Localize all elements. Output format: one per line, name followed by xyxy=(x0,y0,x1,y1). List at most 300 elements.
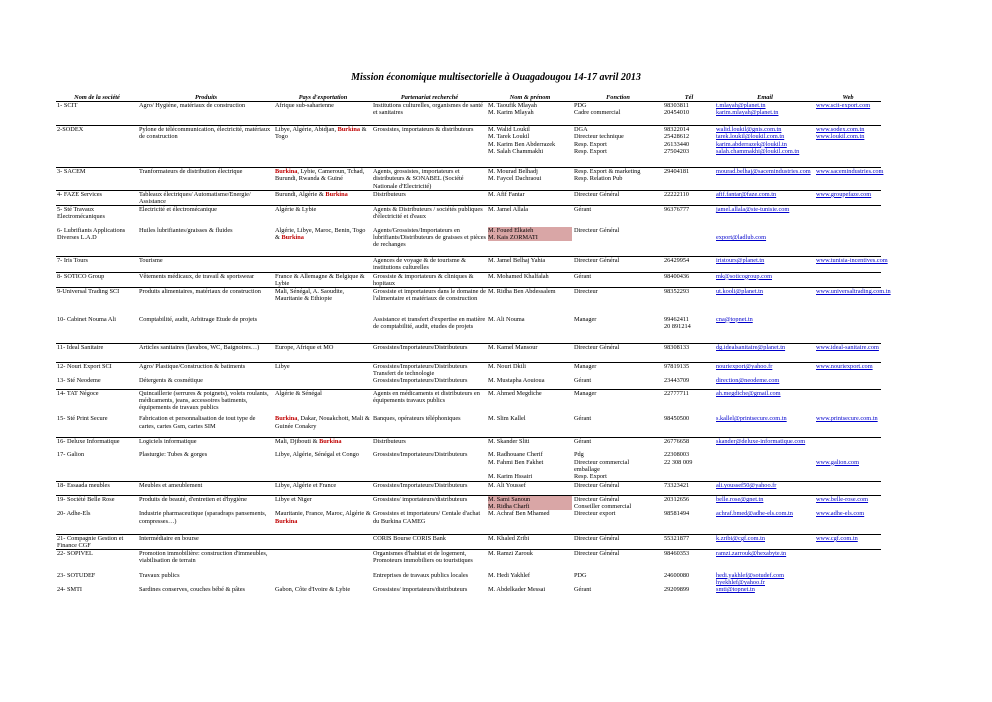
countries-cell: Gabon, Côte d'Ivoire & Lybie xyxy=(275,586,351,594)
email-link[interactable]: tarek.loukil@loukil.com.tn xyxy=(716,133,785,141)
partner-cell: Grossistes/ importateurs/distributeurs xyxy=(373,586,468,594)
email[interactable] xyxy=(716,126,814,133)
web-cell xyxy=(815,190,881,205)
company-cell: 15- Sté Print Secure xyxy=(57,415,108,423)
email-cell xyxy=(715,126,815,168)
contact-name: M. Karim Mlayah xyxy=(488,109,534,117)
products-cell: Produits alimentaires, matériaux de construction xyxy=(138,288,274,316)
function-cell xyxy=(573,389,663,415)
phone-number: 22308003 xyxy=(664,451,690,459)
function-cell xyxy=(573,102,663,126)
company-cell: 1- SCIT xyxy=(56,102,138,126)
countries-cell: Mauritanie, France, Maroc, Algérie & Burkina xyxy=(275,510,371,525)
countries-cell xyxy=(274,316,372,344)
table-row xyxy=(56,190,881,205)
email-link[interactable]: hyekhlef@yahoo.fr xyxy=(716,578,765,586)
email-link[interactable]: t.mlayah@planet.tn xyxy=(716,102,766,110)
tel-cell xyxy=(663,206,715,227)
partner-cell: Institutions culturelles, organismes de santé et sanitaires xyxy=(372,102,487,126)
phone-number: 98460353 xyxy=(664,550,690,558)
email-link[interactable]: export@ladlub.com xyxy=(716,233,767,241)
phone-number: 98581494 xyxy=(664,510,690,518)
contact-function: Directeur Général xyxy=(574,534,620,542)
name-cell xyxy=(487,316,573,344)
web-cell xyxy=(815,316,881,344)
web-cell xyxy=(815,363,881,378)
email-link[interactable]: salah.chammakhi@loukil.com.tn xyxy=(716,147,800,155)
tel-cell xyxy=(663,510,715,534)
name-cell xyxy=(487,363,573,378)
email-link[interactable]: skander@deluxe-informatique.com xyxy=(716,437,806,445)
email[interactable] xyxy=(716,390,814,397)
email[interactable] xyxy=(716,102,814,109)
table-row xyxy=(56,481,881,495)
email[interactable] xyxy=(716,273,814,280)
phone-number: 98400436 xyxy=(664,272,690,280)
email-cell xyxy=(715,344,815,363)
function-cell xyxy=(573,257,663,272)
countries-cell: Algérie, Libye, Maroc, Benin, Togo & Burkina xyxy=(275,226,366,241)
company-cell: 23- SOTUDEF xyxy=(57,571,96,579)
contact-function: Resp. Export xyxy=(574,140,607,148)
phone-number: 22222110 xyxy=(664,190,689,198)
email-cell xyxy=(715,510,815,534)
function-cell xyxy=(573,534,663,549)
table-row xyxy=(56,510,881,534)
partner-cell: Entreprises de travaux publics locales xyxy=(373,571,469,579)
products-cell: Fabrication et personnalisation de tout type de cartes, cartes Gsm, cartes SIM xyxy=(139,415,256,430)
web-cell xyxy=(815,495,881,510)
email-link[interactable]: achraf.bmed@adhe-els.com.tn xyxy=(716,510,793,518)
function-cell xyxy=(573,363,663,378)
company-cell: 12- Nouri Export SCI xyxy=(56,363,138,378)
name-cell xyxy=(487,415,573,437)
products-cell: Tableaux électriques/ Automatisme/Energie/ Assistance xyxy=(138,190,274,205)
table-row xyxy=(56,550,881,572)
countries-cell: Afrique sub-saharienne xyxy=(274,102,372,126)
website-link[interactable]: www.loukil.com.tn xyxy=(816,133,865,141)
email-link[interactable]: mk@soticogroup.com xyxy=(716,272,772,280)
partner-cell: Grossistes/Importateurs/Distributeurs xyxy=(372,481,487,495)
email-cell xyxy=(715,227,815,257)
partner-cell: Distributeurs xyxy=(372,190,487,205)
contact-name: M. Afif Fantar xyxy=(488,190,525,198)
name-cell xyxy=(487,451,573,481)
products-cell: Articles sanitaires (lavabos, WC, Baignoires…) xyxy=(138,344,274,363)
phone-number: 26429954 xyxy=(664,257,690,265)
contact-function: Resp. Export xyxy=(574,147,607,155)
email-cell xyxy=(715,288,815,316)
email[interactable] xyxy=(716,579,814,586)
contact-function: Manager xyxy=(574,363,597,371)
products-cell: Electricité et électromécanique xyxy=(138,206,274,227)
email[interactable] xyxy=(716,141,814,148)
name-cell xyxy=(487,344,573,363)
email[interactable] xyxy=(716,415,814,422)
contact-name: M. Slim Kallel xyxy=(488,415,526,423)
name-cell xyxy=(487,377,573,389)
exhibitors-table xyxy=(56,94,891,606)
products-cell: Industrie pharmaceutique (sparadraps pansements, compresses…) xyxy=(139,510,267,525)
products-cell: Comptabilité, audit, Arbitrage Etude de projets xyxy=(139,315,258,323)
phone-number: 26776658 xyxy=(664,437,690,445)
table-row xyxy=(56,572,881,586)
company-cell: 18- Essaada meubles xyxy=(56,481,138,495)
email[interactable] xyxy=(716,510,814,517)
email-link[interactable]: iristours@planet.tn xyxy=(716,257,765,265)
contact-name: M. Mohamed Khalfalah xyxy=(488,272,549,280)
contact-function: Resp. Export & marketing xyxy=(574,168,641,176)
table-row xyxy=(56,206,881,227)
page-title: Mission économique multisectorielle à Ouagadougou 14-17 avril 2013 xyxy=(351,72,641,83)
contact-name: M. Hedi Yakhlef xyxy=(488,571,530,579)
company-cell: 19- Société Belle Rose xyxy=(56,495,138,510)
tel-cell xyxy=(663,126,715,168)
web-cell xyxy=(815,126,881,168)
tel-cell xyxy=(663,495,715,510)
website-link[interactable]: www.galion.com xyxy=(816,458,859,466)
email-link[interactable]: s.kallel@printsecure.com.tn xyxy=(716,415,787,423)
website-link[interactable]: www.groupefaze.com xyxy=(816,190,872,198)
highlight-country: Burkina xyxy=(337,126,361,134)
tel-cell xyxy=(663,288,715,316)
contact-function: Pdg xyxy=(574,451,584,459)
company-cell: 17- Galion xyxy=(57,451,85,459)
function-cell xyxy=(573,451,663,481)
tel-cell xyxy=(663,363,715,378)
email[interactable] xyxy=(716,535,814,542)
website[interactable] xyxy=(816,133,880,140)
contact-name: M. Abdelkader Messai xyxy=(488,586,546,594)
email[interactable] xyxy=(716,109,814,116)
email xyxy=(716,227,814,234)
name-cell xyxy=(487,481,573,495)
website[interactable] xyxy=(816,257,888,265)
countries-cell xyxy=(274,377,372,389)
contact-function: PDG xyxy=(574,102,587,110)
company-cell: 7- Iris Tours xyxy=(56,257,138,272)
name-cell xyxy=(487,288,573,316)
function-cell xyxy=(573,481,663,495)
name-cell xyxy=(487,206,573,227)
table-row xyxy=(56,534,881,549)
function-cell xyxy=(573,190,663,205)
email[interactable] xyxy=(716,438,814,445)
header-tel: Tél xyxy=(663,94,715,102)
countries-cell: France & Allemagne & Belgique & Lybie xyxy=(274,272,372,287)
email[interactable] xyxy=(716,133,814,140)
email[interactable] xyxy=(716,168,814,175)
products-cell: Sardines conserves, couches bébé & pâtes xyxy=(139,586,245,594)
contact-function: Directeur commercial xyxy=(574,458,630,466)
company-cell: 4- FAZE Services xyxy=(56,190,138,205)
company-cell: 6- Lubrifiants Applications Diverses L.A.D xyxy=(57,226,126,241)
website[interactable] xyxy=(816,415,880,422)
email[interactable] xyxy=(716,148,814,155)
contact-function: Conseiller commercial xyxy=(574,503,632,511)
website-link[interactable]: www.cgf.com.tn xyxy=(816,534,858,542)
partner-cell: Assistance et transfert d'expertise en matière de comptabilité, audit, etudes de projets xyxy=(373,315,486,330)
email-cell xyxy=(715,168,815,191)
header-web: Web xyxy=(815,94,881,102)
tel-cell xyxy=(663,102,715,126)
table-row xyxy=(56,586,881,606)
phone-number: 22 308 009 xyxy=(664,458,693,466)
email-cell xyxy=(715,377,815,389)
web-cell xyxy=(815,344,881,363)
contact-name: M. Radhouane Cherif xyxy=(488,451,543,459)
email[interactable] xyxy=(716,550,814,557)
email-cell xyxy=(715,550,815,572)
website-link[interactable]: www.nouriexport.com xyxy=(816,363,873,371)
contact-function: Directeur Général xyxy=(574,344,620,352)
table-row xyxy=(56,389,881,415)
email-link[interactable]: smti@topnet.tn xyxy=(716,586,755,594)
table-row xyxy=(56,415,881,437)
tel-cell xyxy=(663,190,715,205)
email-link[interactable]: belle.rose@gnet.tn xyxy=(716,495,764,503)
email-link[interactable]: karim.mlayah@planet.tn xyxy=(716,109,779,117)
header-function: Fonction xyxy=(573,94,663,102)
partner-cell: Grossistes/Importateurs/Distributeurs Transfert de technologie xyxy=(372,363,487,378)
phone-number: 24600080 xyxy=(664,571,690,579)
contact-function: Resp. Export xyxy=(574,473,607,481)
company-cell: 10- Cabinet Nouma Ali xyxy=(57,315,116,323)
contact-function: Gérant xyxy=(574,377,592,385)
web-cell xyxy=(815,168,884,191)
products-cell: Détergents & cosmétique xyxy=(139,377,203,385)
table-row xyxy=(56,257,881,272)
contact-function: Gérant xyxy=(574,415,592,423)
function-cell xyxy=(573,206,663,227)
table-row xyxy=(56,316,881,344)
email[interactable] xyxy=(716,496,814,503)
email-link[interactable]: nouriexport@yahoo.fr xyxy=(716,363,773,371)
countries-cell xyxy=(274,257,372,272)
contact-function: Resp. Relation Pub xyxy=(574,175,623,183)
products-cell: Produits de beauté, d'entretien et d'hygiène xyxy=(138,495,274,510)
email[interactable] xyxy=(716,482,814,489)
header-countries: Pays d'exportation xyxy=(274,94,372,102)
email-cell xyxy=(715,415,815,437)
contact-name: M. Foued Elkaieh xyxy=(488,227,572,234)
name-cell xyxy=(487,272,573,287)
function-cell xyxy=(573,415,663,437)
phone-number: 55321877 xyxy=(664,534,690,542)
email[interactable] xyxy=(716,586,814,593)
email-link[interactable]: direction@neodeme.com xyxy=(716,377,780,385)
table-row xyxy=(56,451,881,481)
phone-number: 27504203 xyxy=(664,147,690,155)
phone-number: 29404181 xyxy=(664,168,690,176)
email[interactable] xyxy=(716,572,814,579)
header-name: Nom & prénom xyxy=(487,94,573,102)
contact-function: Directeur technique xyxy=(574,133,624,141)
website-link[interactable]: www.sodex.com.tn xyxy=(816,126,865,134)
website[interactable] xyxy=(816,510,880,517)
partner-cell: Grossistes/Importateurs/Distributeurs xyxy=(373,377,468,385)
contact-function: Directeur Général xyxy=(574,495,620,503)
partner-cell: Grossistes, importateurs & distributeurs xyxy=(372,126,487,168)
company-cell: 21- Compagnie Gestion et Finance CGF xyxy=(56,534,138,549)
contact-name: M. Ahmed Megdiche xyxy=(488,389,542,397)
web-cell xyxy=(815,257,888,272)
phone-number: 99462411 xyxy=(664,315,689,323)
website-link[interactable]: www.sacemindustries.com xyxy=(816,168,884,176)
partner-cell: Grossiste & importateurs & cliniques & hopitaux xyxy=(372,272,487,287)
countries-cell: Burkina, Lybie, Cameroun, Tchad, Burundi, Rwanda & Guiné xyxy=(274,168,372,191)
email-link[interactable]: ramzi.zarrouk@hexabyte.tn xyxy=(716,550,787,558)
email-cell xyxy=(715,272,815,287)
contact-name: M. Jamel Belhaj Yahia xyxy=(488,257,546,265)
phone-number: 25428612 xyxy=(664,133,690,141)
email[interactable] xyxy=(716,316,814,323)
website[interactable] xyxy=(816,288,891,296)
website[interactable] xyxy=(816,459,880,466)
phone-number: 20454010 xyxy=(664,109,690,117)
contact-function: Directeur Général xyxy=(574,550,620,558)
table-row xyxy=(56,363,881,378)
phone-number: 98303811 xyxy=(664,102,689,110)
contact-function: Manager xyxy=(574,389,597,397)
email-link[interactable]: ah.megdiche@gmail.com xyxy=(716,389,781,397)
header-partner: Partenariat recherché xyxy=(372,94,487,102)
email-cell xyxy=(715,102,815,126)
email-cell xyxy=(715,363,815,378)
email-link[interactable]: hedi.yakhlef@sotudef.com xyxy=(716,571,785,579)
website-link[interactable]: www.universaltrading.com.tn xyxy=(816,288,891,296)
phone-number: 20 891214 xyxy=(664,322,691,330)
email-link[interactable]: walid.loukil@gnis.com.tn xyxy=(716,126,782,134)
website-link[interactable]: www.adhe-els.com xyxy=(816,510,865,518)
email[interactable] xyxy=(716,363,814,370)
name-cell xyxy=(487,437,573,451)
email-cell xyxy=(715,451,815,481)
email-cell xyxy=(715,316,815,344)
products-cell: Agro/ Hygiène, matériaux de construction xyxy=(138,102,274,126)
name-cell xyxy=(487,102,573,126)
products-cell: Tourisme xyxy=(138,257,274,272)
company-cell: 16- Deluxe Informatique xyxy=(56,437,138,451)
email[interactable] xyxy=(716,234,814,241)
website[interactable] xyxy=(816,168,884,176)
web-cell xyxy=(815,451,881,481)
company-cell: 13- Sté Neodeme xyxy=(57,377,101,385)
partner-cell: Grossistes/ importateurs/distributeurs xyxy=(372,495,487,510)
website-link[interactable]: www.ideal-sanitaire.com xyxy=(816,344,879,352)
company-cell: 3- SACEM xyxy=(56,168,138,191)
email[interactable] xyxy=(716,206,814,213)
website[interactable] xyxy=(816,344,880,351)
contact-name: M. Walid Loukil xyxy=(488,126,530,134)
products-cell: Meubles et ameublement xyxy=(138,481,274,495)
web-cell xyxy=(815,510,881,534)
company-cell: 20- Adhe-Els xyxy=(57,510,91,518)
contact-function: Directeur Général xyxy=(574,481,620,489)
email-link[interactable]: ali.youssef50@yahoo.fr xyxy=(716,481,777,489)
website-link[interactable]: www.tunisia-incentives.com xyxy=(816,257,888,265)
email-cell xyxy=(715,206,815,227)
function-cell xyxy=(573,510,663,534)
website-link[interactable]: www.printsecure.com.tn xyxy=(816,415,878,423)
contact-name: M. Mourad Belhadj xyxy=(488,168,538,176)
email-link[interactable]: jamel.allala@ste-tunisie.com xyxy=(716,206,790,214)
company-cell: 5- Sté Travaux Electromécaniques xyxy=(56,206,138,227)
email-link[interactable]: karim.abderrazek@loukil.tn xyxy=(716,140,787,148)
contact-name: M. Karim Hssairi xyxy=(488,473,533,481)
email-cell xyxy=(715,481,815,495)
web-cell xyxy=(815,437,881,451)
header-email: Email xyxy=(715,94,815,102)
web-cell xyxy=(815,572,881,586)
phone-number: 98352293 xyxy=(664,288,690,296)
web-cell xyxy=(815,389,881,415)
web-cell xyxy=(815,534,881,549)
highlight-country: Burkina xyxy=(325,190,348,198)
partner-cell: Grossistes/Importateurs/Distributeurs xyxy=(372,344,487,363)
partner-cell: CORIS Bourse CORIS Bank xyxy=(372,534,487,549)
phone-number: 98450500 xyxy=(664,415,690,423)
contact-name: M. Mustapha Aouioua xyxy=(488,377,545,385)
email-link[interactable]: mourad.belhaj@sacemindustries.com xyxy=(716,168,811,176)
function-cell xyxy=(573,495,663,510)
table-header xyxy=(56,94,881,102)
email[interactable] xyxy=(716,257,814,264)
contact-name: M. Achraf Ben Mhamed xyxy=(488,510,550,518)
contact-function: Gérant xyxy=(574,272,592,280)
website[interactable] xyxy=(816,102,880,109)
header-company: Nom de la société xyxy=(56,94,138,102)
countries-cell: Burundi, Algérie & Burkina xyxy=(274,190,372,205)
website[interactable] xyxy=(816,363,880,370)
email-cell xyxy=(715,495,815,510)
countries-cell: Mali, Sénégal, A. Saoudite, Mauritanie & Ethiopie xyxy=(274,288,372,316)
website-link[interactable]: www.scit-export.com xyxy=(816,102,871,110)
email-link[interactable]: k.zribi@cgf.com.tn xyxy=(716,534,765,542)
email-link[interactable]: afif.fantar@faze.com.tn xyxy=(716,190,777,198)
email-link[interactable]: dg.idealsanitaire@planet.tn xyxy=(716,344,786,352)
table-row xyxy=(56,344,881,363)
partner-cell: Agents, grossistes, importateurs et distributeurs & SONABEL (Société Nationale d'Electricité) xyxy=(372,168,487,191)
email-link[interactable]: cna@topnet.tn xyxy=(716,315,753,323)
partner-cell: Agents/Grossistes/Importateurs en lubrifiants/Distributeurs de graisses et pièces de rechanges xyxy=(373,226,486,249)
function-cell xyxy=(573,550,663,572)
email[interactable] xyxy=(716,288,814,295)
company-cell: 2-SODEX xyxy=(56,126,138,168)
phone-number: 26133440 xyxy=(664,140,690,148)
partner-cell: Organismes d'habitat et de logement, Promoteurs immobiliers ou touristiques xyxy=(372,550,487,572)
website-link[interactable]: www.belle-rose.com xyxy=(816,495,869,503)
email-cell xyxy=(715,572,815,586)
table-row xyxy=(56,495,881,510)
contact-name: M. Kais ZORMATI xyxy=(488,234,572,241)
email[interactable] xyxy=(716,344,814,351)
email[interactable] xyxy=(716,377,814,384)
highlight-country: Burkina xyxy=(275,415,298,423)
countries-cell xyxy=(274,534,372,549)
website[interactable] xyxy=(816,496,880,503)
products-cell: Plasturgie: Tubes & gorges xyxy=(139,451,208,459)
website[interactable] xyxy=(816,535,880,542)
email[interactable] xyxy=(716,191,814,198)
email-link[interactable]: ut.kooli@planet.tn xyxy=(716,288,764,296)
website[interactable] xyxy=(816,126,880,133)
website[interactable] xyxy=(816,191,880,198)
countries-cell: Libye, Algérie, Sénégal et Congo xyxy=(275,451,359,459)
products-cell: Agro/ Plastique/Construction & batiments xyxy=(138,363,274,378)
contact-function: Directeur Général xyxy=(574,190,620,198)
contact-function: Directeur xyxy=(574,288,598,296)
